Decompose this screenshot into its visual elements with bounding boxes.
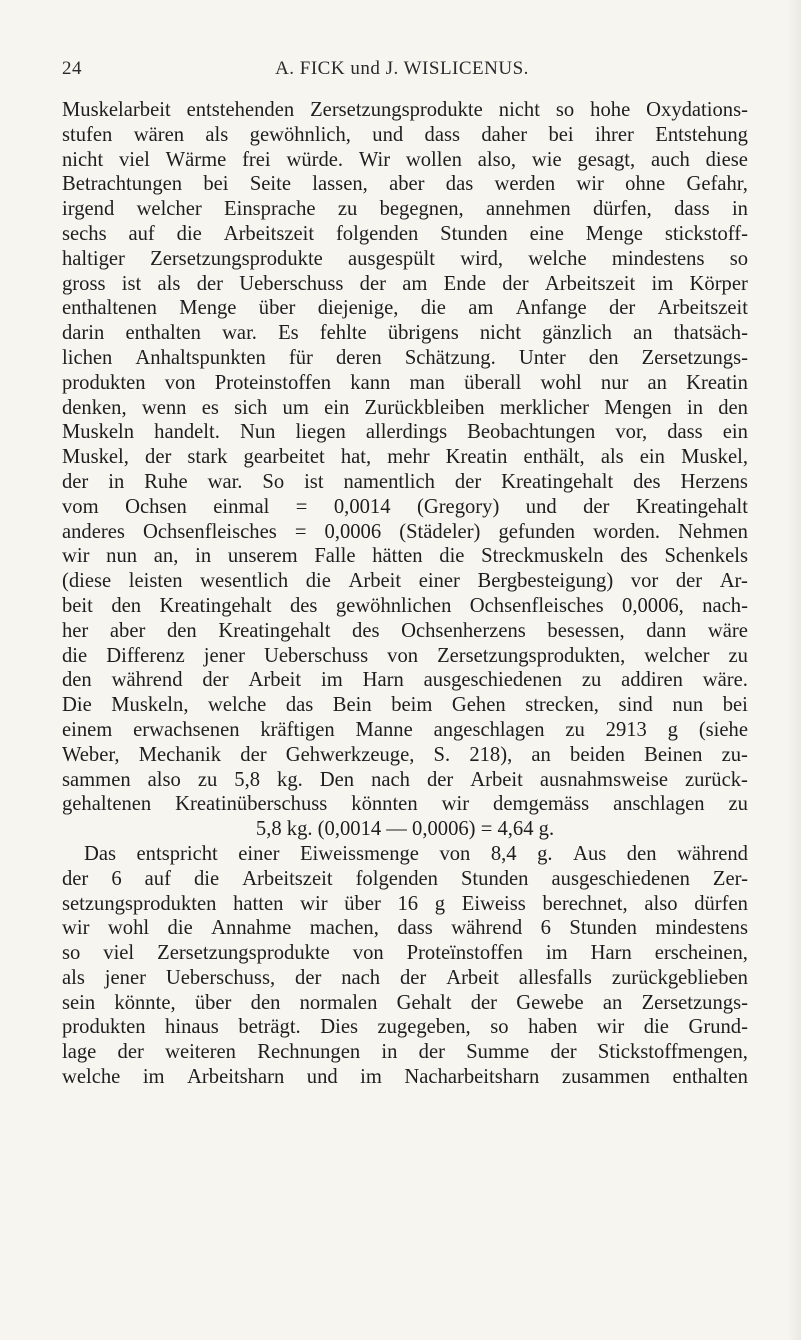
text-line: denken, wenn es sich um ein Zurückbleiben merklicher Mengen in den [62,396,748,419]
text-line: Das entspricht einer Eiweissmenge von 8,4 g. Aus den während [84,842,748,865]
text-line: stufen wären als gewöhnlich, und dass daher bei ihrer Entstehung [62,123,748,146]
text-line: haltiger Zersetzungsprodukte ausgespült wird, welche mindestens so [62,247,748,270]
text-line: vom Ochsen einmal = 0,0014 (Gregory) und der Kreatingehalt [62,495,748,518]
text-line: beit den Kreatingehalt des gewöhnlichen Ochsenfleisches 0,0006, nach- [62,594,748,617]
text-line: (diese leisten wesentlich die Arbeit einer Bergbesteigung) vor der Ar- [62,570,748,593]
text-line: Weber, Mechanik der Gehwerkzeuge, S. 218), an beiden Beinen zu- [62,743,748,766]
text-line: einem erwachsenen kräftigen Manne angeschlagen zu 2913 g (siehe [62,718,748,741]
text-line: sein könnte, über den normalen Gehalt der Gewebe an Zersetzungs- [62,991,748,1014]
text-line: wir wohl die Annahme machen, dass während 6 Stunden mindestens [62,917,748,940]
text-line: welche im Arbeitsharn und im Nacharbeitsharn zusammen enthalten [62,1066,748,1089]
text-line: so viel Zersetzungsprodukte von Proteïnstoffen im Harn erscheinen, [62,942,748,965]
text-line: Die Muskeln, welche das Bein beim Gehen strecken, sind nun bei [62,694,748,717]
text-line: als jener Ueberschuss, der nach der Arbeit allesfalls zurückgeblieben [62,966,748,989]
text-line: sammen also zu 5,8 kg. Den nach der Arbeit ausnahmsweise zurück- [62,768,748,791]
text-line: gross ist als der Ueberschuss der am Ende der Arbeitszeit im Körper [62,272,748,295]
text-line: nicht viel Wärme frei würde. Wir wollen also, wie gesagt, auch diese [62,148,748,171]
page-number: 24 [62,58,82,79]
text-line: gehaltenen Kreatinüberschuss könnten wir demgemäss anschlagen zu [62,793,748,816]
text-line: produkten von Proteinstoffen kann man überall wohl nur an Kreatin [62,371,748,394]
text-line: setzungsprodukten hatten wir über 16 g Eiweiss berechnet, also dürfen [62,892,748,915]
text-line: 5,8 kg. (0,0014 — 0,0006) = 4,64 g. [255,818,555,841]
page-edge-shadow [787,0,801,1340]
text-line: sechs auf die Arbeitszeit folgenden Stunden eine Menge stickstoff- [62,222,748,245]
text-line: Muskelarbeit entstehenden Zersetzungsprodukte nicht so hohe Oxydations- [62,99,748,121]
text-line: lichen Anhaltspunkten für deren Schätzung. Unter den Zersetzungs- [62,346,748,369]
text-line: die Differenz jener Ueberschuss von Zersetzungsprodukten, welcher zu [62,644,748,667]
text-line: darin enthalten war. Es fehlte übrigens nicht gänzlich an thatsäch- [62,322,748,345]
text-line: irgend welcher Einsprache zu begegnen, annehmen dürfen, dass in [62,198,748,221]
text-line: wir nun an, in unserem Falle hätten die Streckmuskeln des Schenkels [62,545,748,568]
text-line: Betrachtungen bei Seite lassen, aber das werden wir ohne Gefahr, [62,173,748,196]
text-line: Muskeln handelt. Nun liegen allerdings Beobachtungen vor, dass ein [62,421,748,444]
running-title: A. FICK und J. WISLICENUS. [275,58,529,79]
text-line: der 6 auf die Arbeitszeit folgenden Stunden ausgeschiedenen Zer- [62,867,748,890]
text-line: enthaltenen Menge über diejenige, die am Anfange der Arbeitszeit [62,297,748,320]
text-line: den während der Arbeit im Harn ausgeschiedenen zu addiren wäre. [62,669,748,692]
text-line: produkten hinaus beträgt. Dies zugegeben, so haben wir die Grund- [62,1016,748,1039]
text-line: lage der weiteren Rechnungen in der Summe der Stickstoffmengen, [62,1041,748,1064]
text-line: Muskel, der stark gearbeitet hat, mehr Kreatin enthält, als ein Muskel, [62,446,748,469]
body-text [62,98,748,1090]
text-line: anderes Ochsenfleisches = 0,0006 (Städeler) gefunden worden. Nehmen [62,520,748,543]
text-line: der in Ruhe war. So ist namentlich der Kreatingehalt des Herzens [62,470,748,493]
text-line: her aber den Kreatingehalt des Ochsenherzens besessen, dann wäre [62,619,748,642]
page-header [62,58,748,82]
